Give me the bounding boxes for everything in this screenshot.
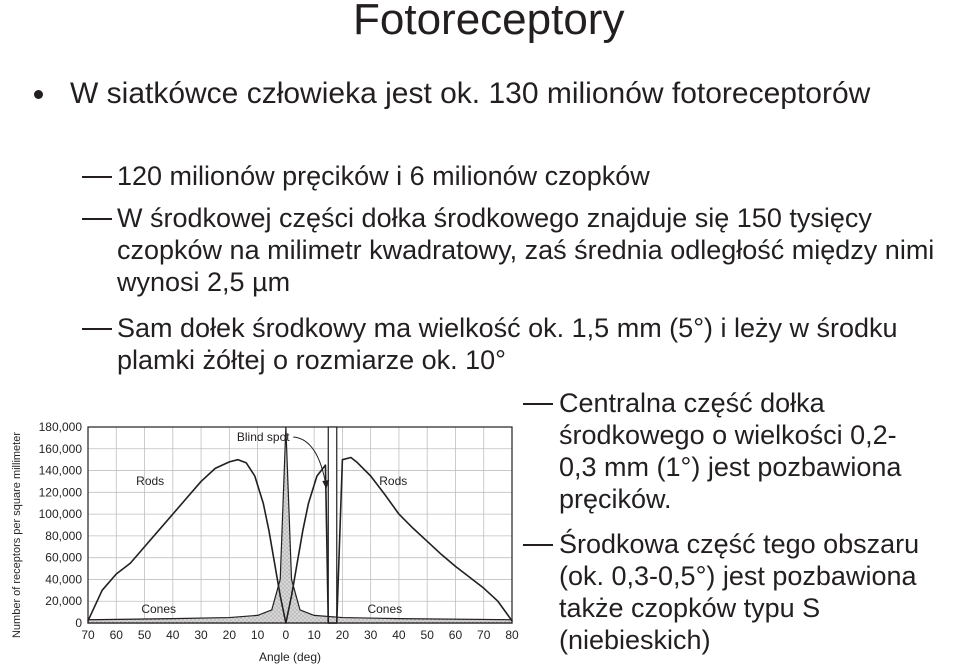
y-tick-label: 60,000 (45, 550, 82, 565)
y-tick-label: 120,000 (38, 485, 82, 500)
sub-bullet-3: Sam dołek środkowy ma wielkość ok. 1,5 mm (5°) i leży w środku plamki żółtej o rozmiarze ok. 10° (117, 313, 898, 375)
main-bullet-text: W siatkówce człowieka jest ok. 130 milionów fotoreceptorów (70, 77, 871, 110)
dash-2 (82, 218, 112, 220)
x-tick-label: 80 (505, 628, 519, 642)
bullet-dot (34, 90, 43, 99)
y-tick-label: 160,000 (38, 441, 82, 456)
x-tick-label: 30 (194, 628, 208, 642)
annotation-cones-left: Cones (141, 602, 177, 616)
x-tick-label: 0 (282, 628, 290, 642)
sub-bullet-2: W środkowej części dołka środkowego znajduje się 150 tysięcy czopków na milimetr kwadratowy, zaś średnia odległość między nimi wynosi 2,5 µm (117, 203, 935, 297)
y-tick-label: 80,000 (45, 528, 82, 543)
annotation-rods-right: Rods (379, 474, 408, 488)
series-cones (88, 427, 512, 623)
sub-bullet-5: Środkowa część tego obszaru (ok. 0,3-0,5°) jest pozbawiona także czopków typu S (niebieskich) (559, 529, 920, 655)
y-tick-label: 20,000 (45, 594, 82, 609)
plot-frame (88, 427, 512, 623)
x-tick-label: 50 (137, 628, 152, 642)
x-tick-label: 30 (363, 628, 378, 642)
annotation-cones-right: Cones (367, 602, 403, 616)
x-tick-label: 70 (81, 628, 95, 642)
sub-bullet-1: 120 milionów pręcików i 6 milionów czopków (117, 161, 650, 191)
blind-spot-arrow (293, 437, 326, 487)
receptor-density-chart (0, 405, 520, 668)
x-tick-label: 10 (250, 628, 265, 642)
x-axis-label: Angle (deg) (258, 650, 322, 664)
x-tick-label: 20 (222, 628, 237, 642)
y-tick-label: 140,000 (38, 463, 82, 478)
chart-grid (88, 427, 512, 623)
x-tick-label: 10 (307, 628, 321, 642)
annotation-blind-spot: Blind spot (236, 430, 290, 444)
dash-3 (82, 328, 112, 330)
x-tick-label: 20 (335, 628, 350, 642)
sub-bullet-4: Centralna część dołka środkowego o wielkości 0,2-0,3 mm (1°) jest pozbawiona pręcików. (559, 388, 902, 514)
dash-5 (523, 544, 553, 546)
y-axis-label: Number of receptors per square millimeter (11, 431, 23, 639)
x-tick-label: 70 (477, 628, 491, 642)
y-tick-label: 100,000 (38, 507, 82, 522)
x-tick-label: 50 (420, 628, 434, 642)
x-tick-label: 60 (109, 628, 123, 642)
blind-spot-band (328, 427, 336, 623)
y-tick-label: 0 (75, 616, 82, 630)
dash-1 (82, 176, 112, 178)
x-tick-label: 60 (448, 628, 463, 642)
dash-4 (523, 403, 553, 405)
y-tick-label: 40,000 (45, 572, 82, 587)
annotation-rods-left: Rods (136, 474, 165, 488)
y-tick-label: 180,000 (38, 420, 82, 434)
x-tick-label: 40 (392, 628, 406, 642)
slide-title: Fotoreceptory (353, 0, 625, 44)
x-tick-label: 40 (166, 628, 180, 642)
